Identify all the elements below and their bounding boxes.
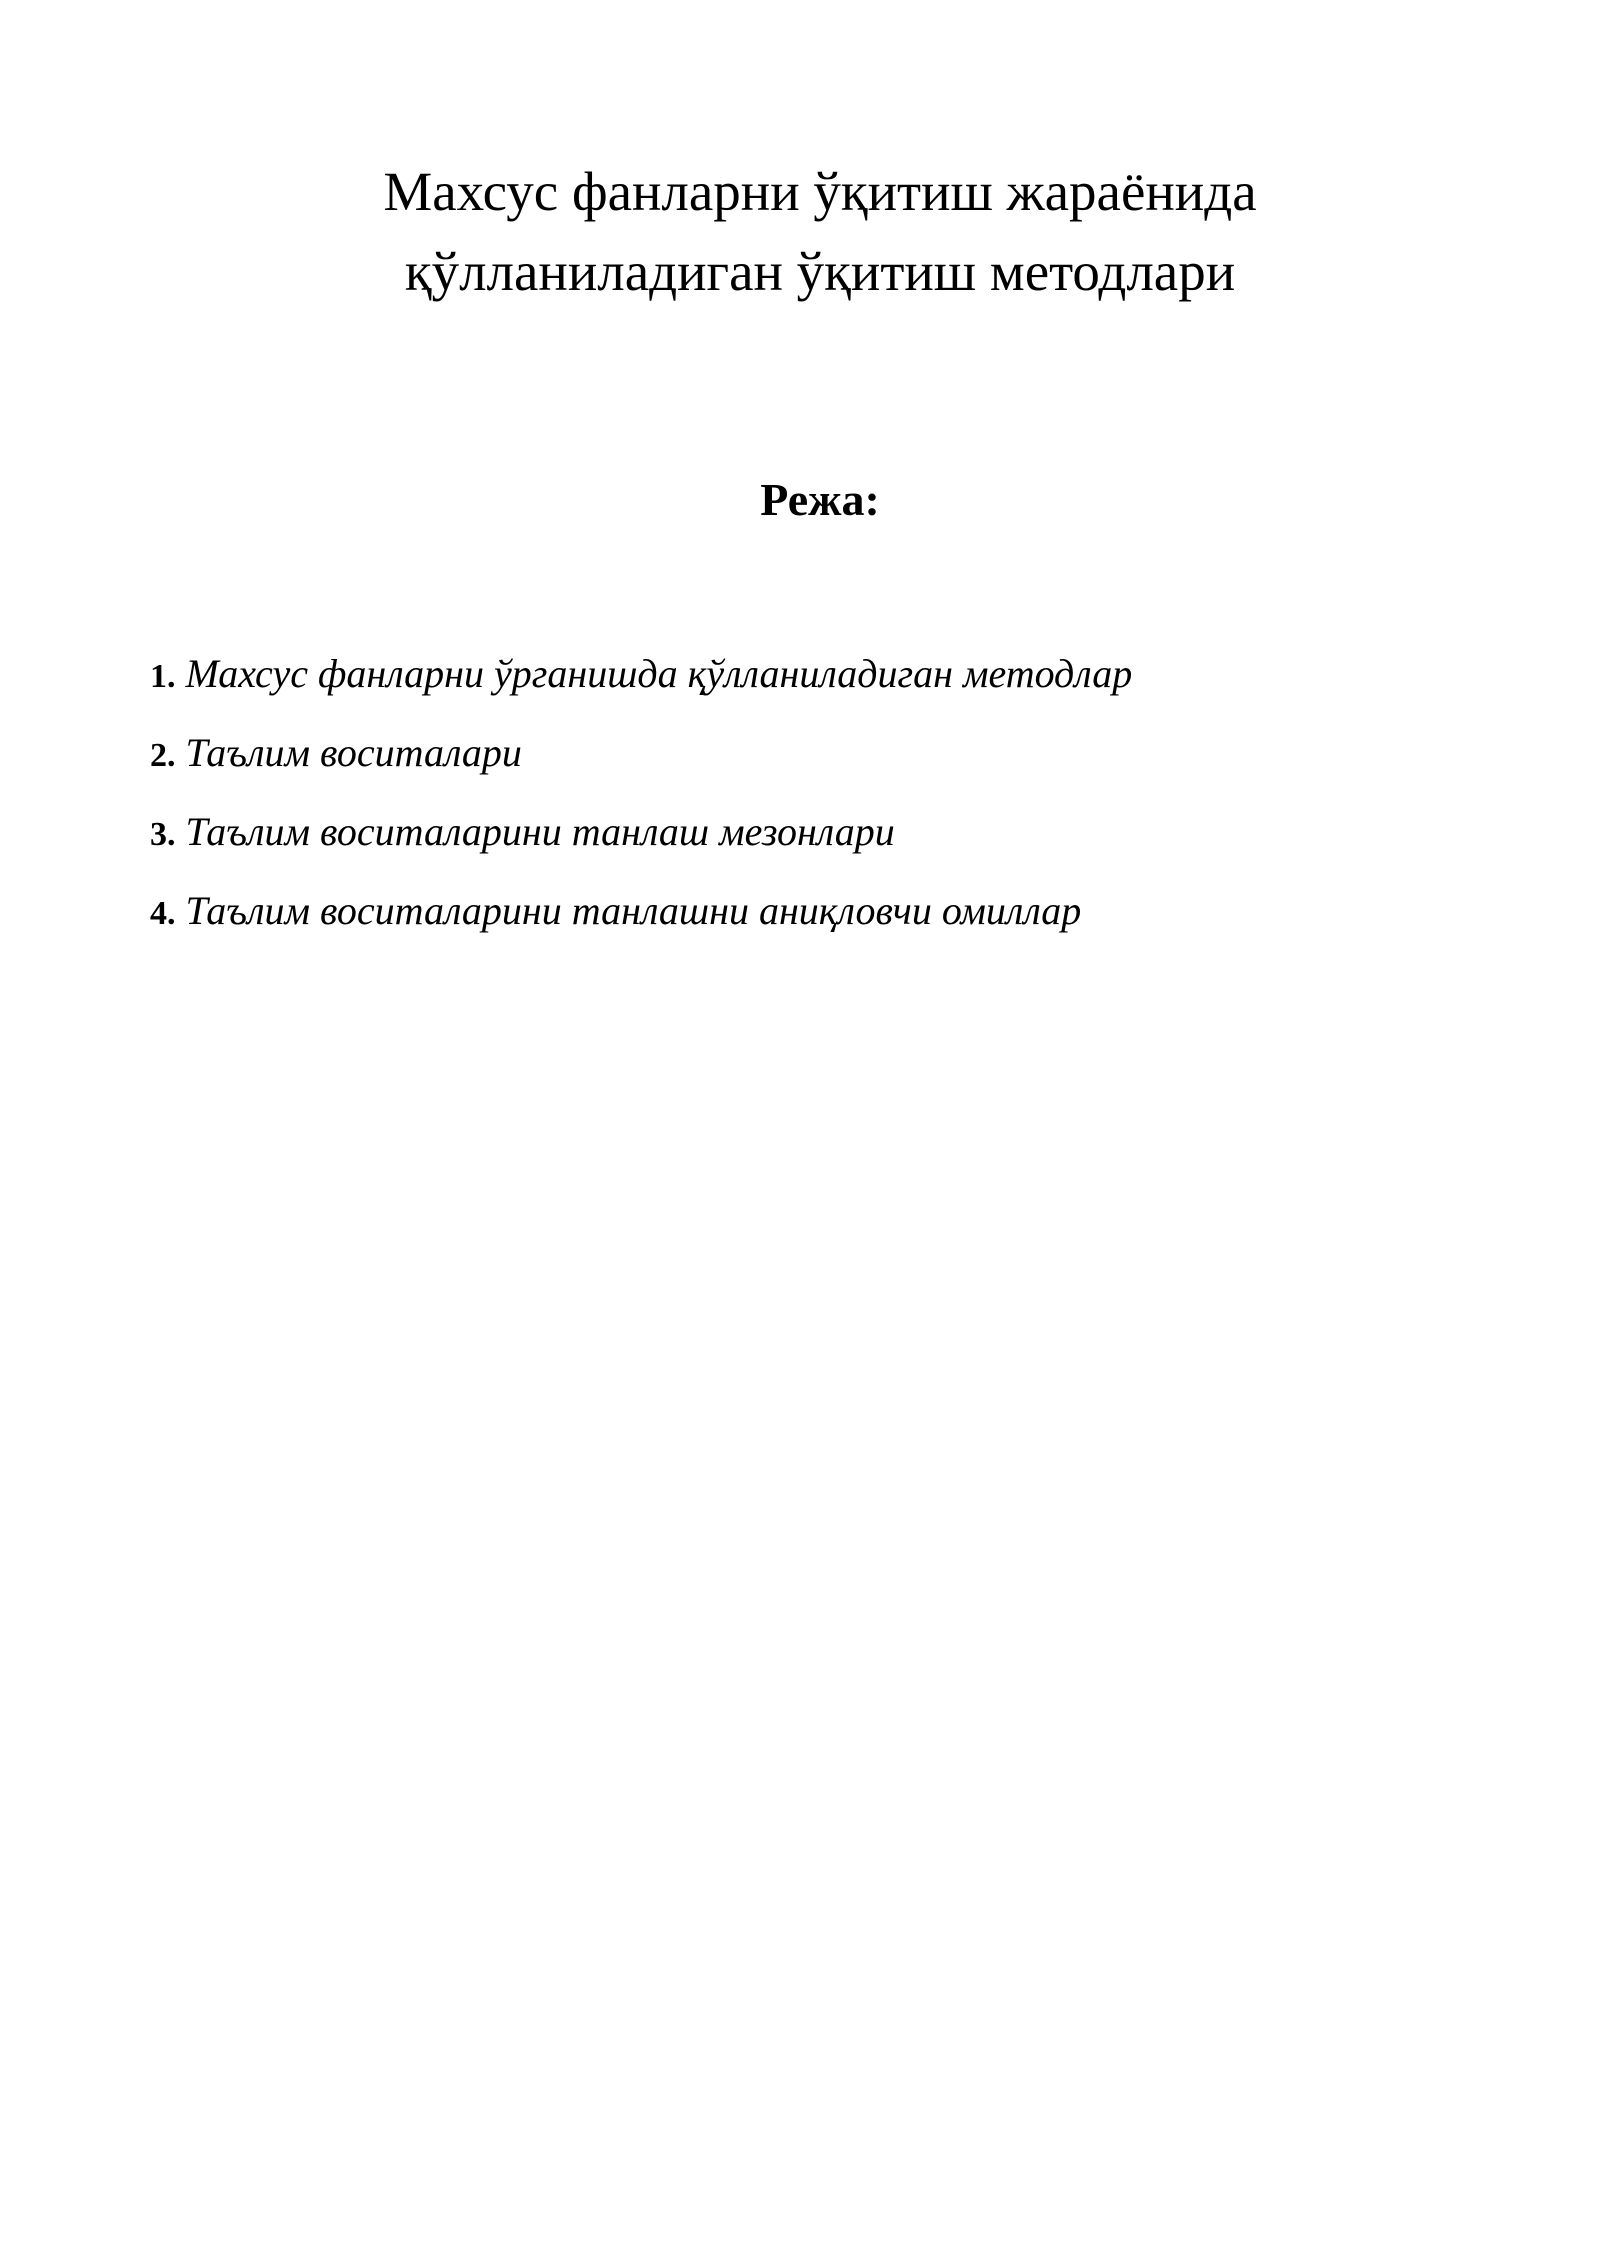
plan-item-number: 1.: [150, 658, 176, 695]
page-title: [0, 152, 1600, 312]
plan-item-text: Таълим воситаларини танлашни аниқловчи омиллар: [185, 888, 1082, 933]
plan-item: [150, 794, 1132, 873]
title-line-2: қўлланиладиган ўқитиш методлари: [404, 241, 1236, 302]
plan-item: [150, 715, 1132, 794]
plan-item-text: Таълим воситаларини танлаш мезонлари: [185, 809, 895, 854]
plan-item-number: 3.: [150, 816, 176, 853]
plan-list: [150, 636, 1132, 952]
plan-item-text: Таълим воситалари: [185, 730, 522, 775]
title-line-1: Махсус фанларни ўқитиш жараёнида: [383, 161, 1257, 222]
plan-heading: Режа:: [760, 474, 880, 525]
plan-item: [150, 873, 1132, 952]
plan-item-text: Махсус фанларни ўрганишда қўлланиладиган методлар: [185, 651, 1133, 696]
plan-item-number: 4.: [150, 895, 176, 932]
plan-item: [150, 636, 1132, 715]
plan-item-number: 2.: [150, 737, 176, 774]
